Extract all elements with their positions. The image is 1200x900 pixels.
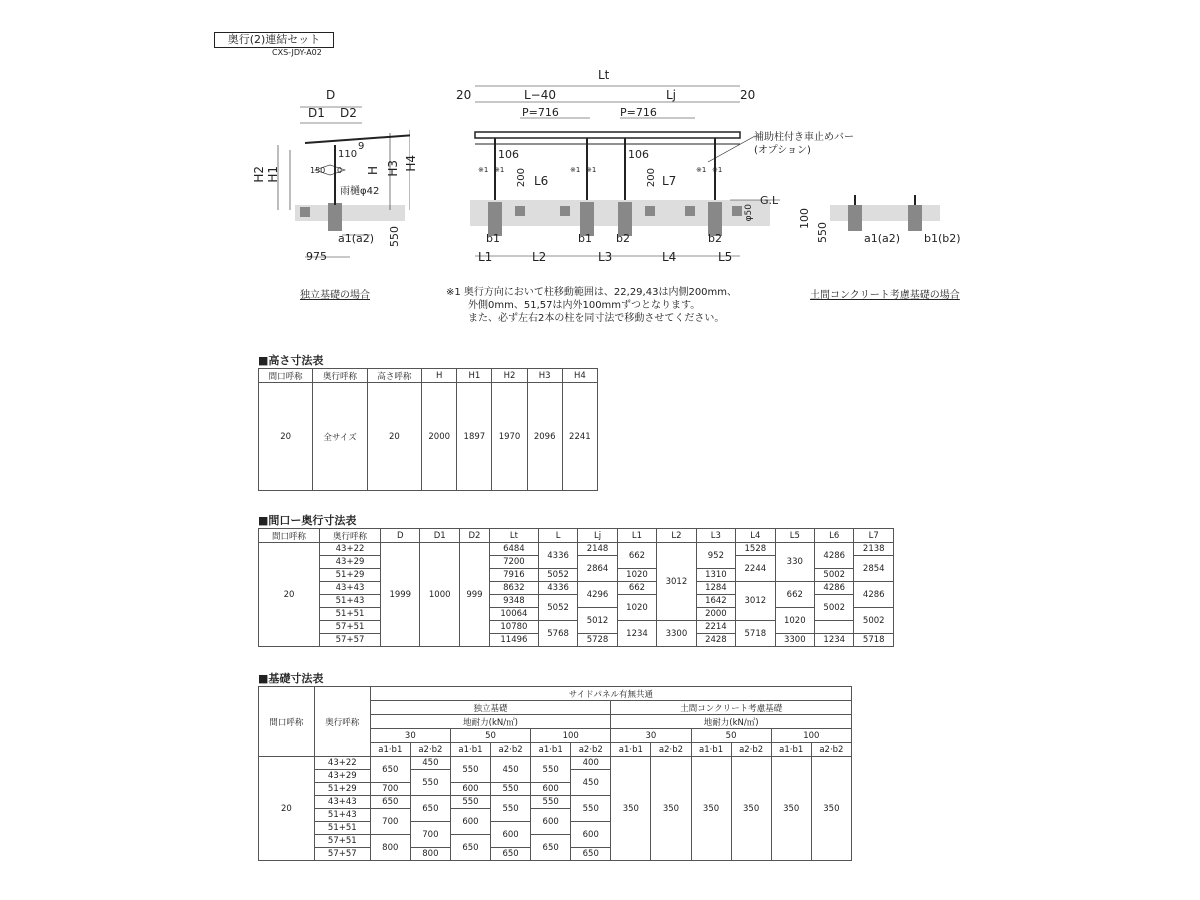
- hcol: サイドパネル有無共通: [370, 687, 851, 701]
- hcol: a2·b2: [491, 743, 531, 757]
- dim-D2: D2: [340, 106, 357, 120]
- hcol: a1·b1: [771, 743, 811, 757]
- hcol: H2: [492, 369, 527, 383]
- hcol: 地耐力(kN/㎡): [611, 715, 852, 729]
- dim-550: 550: [388, 226, 401, 247]
- height-table: [258, 368, 598, 491]
- hcol: a1·b1: [370, 743, 410, 757]
- dim-L1: L1: [478, 250, 493, 264]
- cell: 11496: [489, 634, 538, 647]
- cell: 550: [531, 796, 571, 809]
- cell: 5768: [538, 621, 577, 647]
- dim-L4: L4: [662, 250, 677, 264]
- cell: 550: [410, 770, 450, 796]
- dim-pitch-2: P=716: [620, 106, 657, 119]
- cell: 2244: [736, 556, 775, 582]
- hcol: 100: [531, 729, 611, 743]
- hcol: 奥行呼称: [313, 369, 367, 383]
- cell: 600: [571, 822, 611, 848]
- cell: 51+43: [314, 809, 370, 822]
- hcol: L7: [854, 529, 894, 543]
- option-label: (オプション): [754, 145, 811, 156]
- hcol: L: [538, 529, 577, 543]
- note-mark-5: ※1: [696, 166, 707, 174]
- hcol: 土間コンクリート考慮基礎: [611, 701, 852, 715]
- hcol: H4: [562, 369, 597, 383]
- cell: 999: [459, 543, 489, 647]
- fig1-caption: 独立基礎の場合: [300, 290, 370, 301]
- hcol: a2·b2: [651, 743, 691, 757]
- dim-a1a2-slab: a1(a2): [864, 232, 901, 245]
- cell: 1970: [492, 383, 527, 491]
- cell: 5002: [815, 595, 854, 621]
- hcol: a1·b1: [531, 743, 571, 757]
- cell: 550: [491, 783, 531, 796]
- fig3-caption: 土間コンクリート考慮基礎の場合: [810, 290, 960, 301]
- cell: 600: [531, 783, 571, 796]
- cell: 43+29: [314, 770, 370, 783]
- cell: 662: [617, 543, 656, 569]
- hcol: D1: [420, 529, 459, 543]
- hcol: L5: [775, 529, 814, 543]
- cell: 650: [491, 848, 531, 861]
- hcol: 間口呼称: [259, 687, 315, 757]
- dim-110: 110: [338, 149, 358, 160]
- cell: 5718: [854, 634, 894, 647]
- cell: 2854: [854, 556, 894, 582]
- product-code: CXS-JDY-A02: [272, 48, 322, 57]
- cell: 550: [571, 796, 611, 822]
- cell: 1020: [775, 608, 814, 634]
- hcol: Lj: [578, 529, 617, 543]
- dim-L2: L2: [532, 250, 547, 264]
- hcol: L4: [736, 529, 775, 543]
- cell: 400: [571, 757, 611, 770]
- dim-L3: L3: [598, 250, 613, 264]
- dim-b1-2: b1: [578, 232, 592, 245]
- cell: 3012: [736, 582, 775, 621]
- cell: 2000: [422, 383, 457, 491]
- cell: 51+43: [320, 595, 381, 608]
- cell: 5002: [815, 569, 854, 582]
- cell: 4336: [538, 543, 577, 569]
- cell: 57+57: [314, 848, 370, 861]
- cell: 6484: [489, 543, 538, 556]
- cell: 450: [410, 757, 450, 770]
- cell: 57+51: [314, 835, 370, 848]
- cell: 350: [651, 757, 691, 861]
- cell: 662: [775, 582, 814, 608]
- dim-H1: H1: [266, 166, 280, 183]
- cell: 10064: [489, 608, 538, 621]
- cell: 9348: [489, 595, 538, 608]
- cell: 800: [410, 848, 450, 861]
- dim-106-1: 106: [498, 148, 519, 161]
- cell: 5052: [538, 595, 577, 621]
- cell: 450: [571, 770, 611, 796]
- dim-200-1: 200: [516, 168, 527, 188]
- height-table-title: ■高さ寸法表: [258, 354, 324, 367]
- foundation-table: [258, 686, 852, 861]
- cell: 550: [450, 757, 490, 783]
- cell: 2000: [696, 608, 735, 621]
- cell: 57+51: [320, 621, 381, 634]
- hcol: 奥行呼称: [320, 529, 381, 543]
- cell: 57+57: [320, 634, 381, 647]
- hcol: L1: [617, 529, 656, 543]
- cell: 5728: [578, 634, 617, 647]
- cell: 2148: [578, 543, 617, 556]
- cell: 5718: [736, 621, 775, 647]
- cell: 43+43: [320, 582, 381, 595]
- cell: 350: [611, 757, 651, 861]
- cell: 1284: [696, 582, 735, 595]
- dim-200-2: 200: [646, 168, 657, 188]
- footnote: [446, 286, 737, 325]
- hcol: H: [422, 369, 457, 383]
- hcol: H3: [527, 369, 562, 383]
- gutter-label: 雨樋φ42: [340, 186, 380, 197]
- cell: 450: [491, 757, 531, 783]
- hcol: 間口呼称: [259, 369, 313, 383]
- cell: 650: [370, 757, 410, 783]
- cell: 650: [370, 796, 410, 809]
- cell: 2241: [562, 383, 597, 491]
- cell: 550: [491, 796, 531, 822]
- dim-550-slab: 550: [816, 222, 829, 243]
- cell: 350: [731, 757, 771, 861]
- dim-L-40: L−40: [524, 88, 557, 102]
- cell: 4286: [815, 543, 854, 569]
- cell: 43+22: [320, 543, 381, 556]
- cell: 350: [771, 757, 811, 861]
- note-mark-3: ※1: [570, 166, 581, 174]
- hcol: 50: [691, 729, 771, 743]
- cell: 7200: [489, 556, 538, 569]
- cell: 952: [696, 543, 735, 569]
- cell: 650: [571, 848, 611, 861]
- cell: 1310: [696, 569, 735, 582]
- hcol: 間口呼称: [259, 529, 320, 543]
- cell: 全サイズ: [313, 383, 367, 491]
- hcol: a2·b2: [811, 743, 851, 757]
- cell: 600: [531, 809, 571, 835]
- dim-H3: H3: [386, 160, 400, 177]
- dim-b1-1: b1: [486, 232, 500, 245]
- cell: 700: [370, 783, 410, 796]
- note-mark-2: ※1: [494, 166, 505, 174]
- hcol: a1·b1: [450, 743, 490, 757]
- found-table-title: ■基礎寸法表: [258, 672, 324, 685]
- hcol: L3: [696, 529, 735, 543]
- cell: 43+22: [314, 757, 370, 770]
- hcol: 奥行呼称: [314, 687, 370, 757]
- cell: 43+29: [320, 556, 381, 569]
- dim-table: [258, 528, 894, 647]
- cell: 5012: [578, 608, 617, 634]
- cell: 1642: [696, 595, 735, 608]
- dim-20-right: 20: [740, 88, 756, 102]
- cell: 3012: [657, 543, 696, 621]
- cell: 700: [410, 822, 450, 848]
- hcol: 独立基礎: [370, 701, 611, 715]
- cell: 1897: [457, 383, 492, 491]
- cell: 3300: [657, 621, 696, 647]
- cell: 650: [531, 835, 571, 861]
- cell: 3300: [775, 634, 814, 647]
- dim-D1: D1: [308, 106, 325, 120]
- cell: 20: [259, 543, 320, 647]
- cell: 1234: [815, 634, 854, 647]
- dim-9: 9: [358, 141, 365, 152]
- hcol: 地耐力(kN/㎡): [370, 715, 611, 729]
- hcol: 100: [771, 729, 851, 743]
- ground-line-label: G.L: [760, 194, 779, 207]
- dim-20-left: 20: [456, 88, 472, 102]
- hcol: a2·b2: [410, 743, 450, 757]
- cell: 51+51: [320, 608, 381, 621]
- cell: 2428: [696, 634, 735, 647]
- cell: 662: [617, 582, 656, 595]
- dim-100: 100: [798, 208, 811, 229]
- dim-Lj: Lj: [666, 88, 677, 102]
- cell: 4296: [578, 582, 617, 608]
- dim-0: 0: [337, 166, 343, 175]
- dim-b2-2: b2: [708, 232, 722, 245]
- hcol: 高さ呼称: [367, 369, 421, 383]
- hcol: a2·b2: [571, 743, 611, 757]
- hcol: D: [381, 529, 420, 543]
- cell: 1000: [420, 543, 459, 647]
- dim-D: D: [326, 88, 336, 102]
- cell: 1020: [617, 595, 656, 621]
- footnote-line-3: また、必ず左右2本の柱を同寸法で移動させてください。: [468, 313, 725, 324]
- cell: 4286: [854, 582, 894, 608]
- cell: 2214: [696, 621, 735, 634]
- cell: 10780: [489, 621, 538, 634]
- dim-H4: H4: [404, 155, 418, 172]
- cell: 350: [691, 757, 731, 861]
- cell: 43+43: [314, 796, 370, 809]
- cell: 600: [450, 783, 490, 796]
- hcol: a1·b1: [611, 743, 651, 757]
- cell: 2864: [578, 556, 617, 582]
- dim-H: H: [366, 166, 380, 176]
- dim-Lt: Lt: [598, 68, 610, 82]
- cell: 650: [450, 835, 490, 861]
- cell: 1999: [381, 543, 420, 647]
- hcol: a2·b2: [731, 743, 771, 757]
- cell: 51+51: [314, 822, 370, 835]
- hcol: 30: [370, 729, 450, 743]
- cell: 550: [450, 796, 490, 809]
- hcol: L2: [657, 529, 696, 543]
- hcol: L6: [815, 529, 854, 543]
- dim-L6: L6: [534, 174, 549, 188]
- cell: 600: [450, 809, 490, 835]
- cell: 2096: [527, 383, 562, 491]
- set-title: 奥行(2)連結セット: [214, 32, 334, 48]
- dim-H2: H2: [252, 166, 266, 183]
- cell: 20: [367, 383, 421, 491]
- hcol: Lt: [489, 529, 538, 543]
- dim-L5: L5: [718, 250, 733, 264]
- dim-L7: L7: [662, 174, 677, 188]
- dim-975: 975: [306, 250, 327, 263]
- cell: 4286: [815, 582, 854, 595]
- dim-150: 150: [310, 166, 326, 175]
- cell: 4336: [538, 582, 577, 595]
- cell: 20: [259, 757, 315, 861]
- dim-b2-1: b2: [616, 232, 630, 245]
- cell: 330: [775, 543, 814, 582]
- hcol: H1: [457, 369, 492, 383]
- note-mark-6: ※1: [712, 166, 723, 174]
- cell: 800: [370, 835, 410, 861]
- hcol: 50: [450, 729, 530, 743]
- cell: 7916: [489, 569, 538, 582]
- dim-pitch-1: P=716: [522, 106, 559, 119]
- dim-106-2: 106: [628, 148, 649, 161]
- cell: 5052: [538, 569, 577, 582]
- cell: 20: [259, 383, 313, 491]
- footnote-line-2: 外側0mm、51,57は内外100mmずつとなります。: [468, 300, 701, 311]
- cell: 8632: [489, 582, 538, 595]
- cell: 51+29: [314, 783, 370, 796]
- hcol: 30: [611, 729, 691, 743]
- cell: 600: [491, 822, 531, 848]
- dim-phi50: φ50: [744, 204, 754, 222]
- dim-table-title: ■間口ー奥行寸法表: [258, 514, 357, 527]
- hcol: D2: [459, 529, 489, 543]
- hcol: a1·b1: [691, 743, 731, 757]
- cell: 1528: [736, 543, 775, 556]
- cell: 650: [410, 796, 450, 822]
- cell: 2138: [854, 543, 894, 556]
- cell: 350: [811, 757, 851, 861]
- cell: 1020: [617, 569, 656, 582]
- note-mark-1: ※1: [478, 166, 489, 174]
- cell: 700: [370, 809, 410, 835]
- dim-b1b2-slab: b1(b2): [924, 232, 961, 245]
- cell: 1234: [617, 621, 656, 647]
- cell: 5002: [854, 608, 894, 634]
- dim-a1a2: a1(a2): [338, 232, 375, 245]
- cell: 550: [531, 757, 571, 783]
- cell: 51+29: [320, 569, 381, 582]
- note-mark-4: ※1: [586, 166, 597, 174]
- footnote-line-1: ※1 奥行方向において柱移動範囲は、22,29,43は内側200mm、: [446, 287, 738, 298]
- option-bar-label: 補助柱付き車止めバー: [754, 132, 854, 143]
